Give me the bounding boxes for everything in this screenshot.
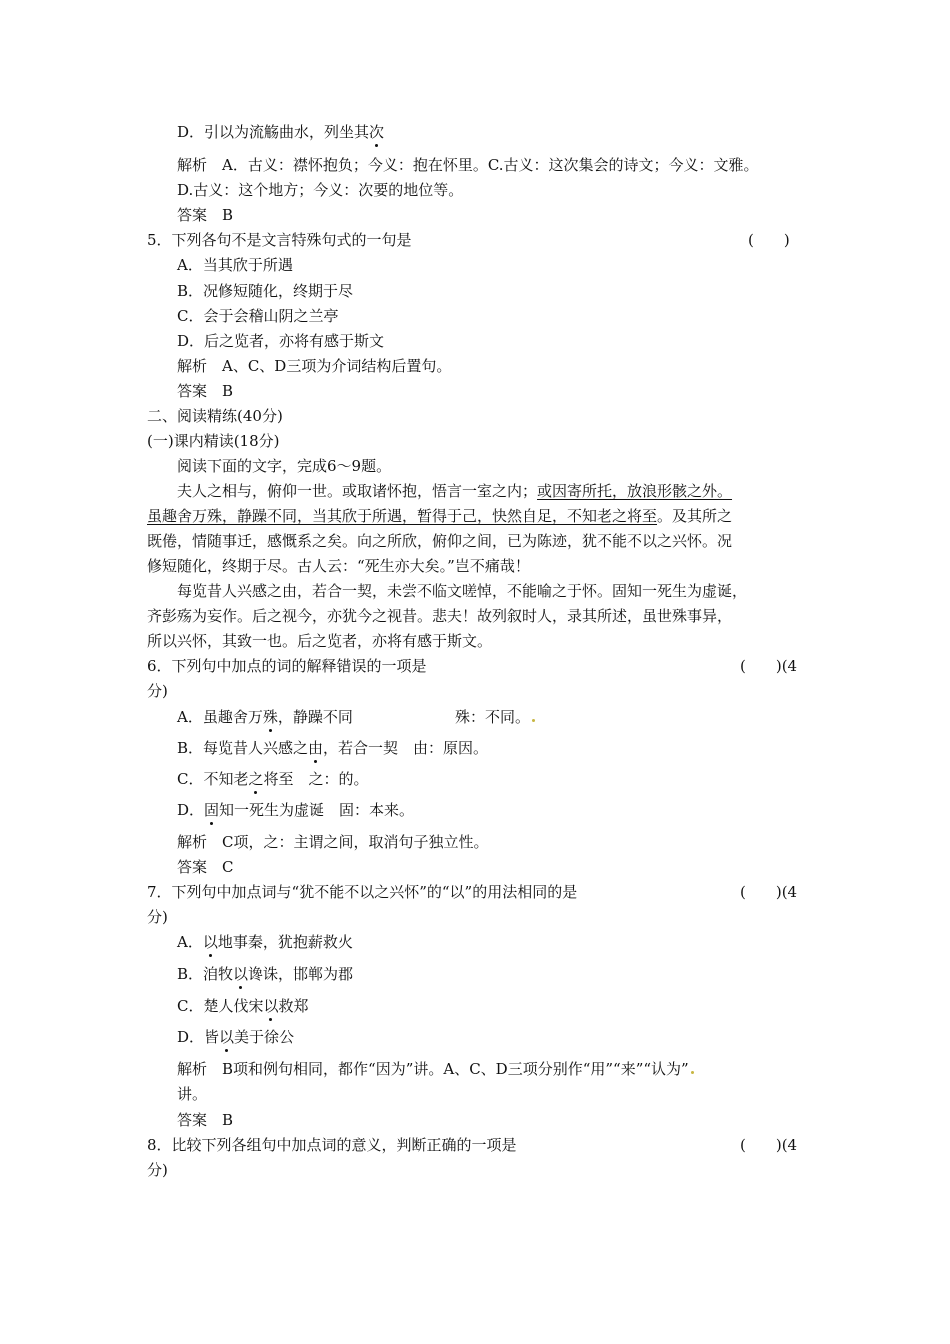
dotted-word: 之 [248,770,264,788]
reading-instruction: 阅读下面的文字，完成6～9题。 [177,457,392,475]
passage-line-2 [147,506,732,526]
question-5-option-c: C．会于会稽山阴之兰亭 [177,307,339,325]
question-7-analysis-line2: 讲。 [177,1085,208,1103]
dotted-word: 由 [308,739,324,757]
question-7-option-d [177,1027,294,1047]
question-7-stem-cont: 分) [147,908,168,926]
dotted-word: 以 [219,1028,235,1046]
option-text: 谗诛，邯郸为郡 [248,965,354,983]
option-text: A． [177,933,203,951]
option-text: 殊：不同。 [455,708,531,726]
option-text: D．皆 [177,1028,220,1046]
option-text: A．虽趣舍万 [177,708,263,726]
dotted-word: 以 [263,997,279,1015]
question-5-answer: 答案 B [177,382,234,400]
passage-line-5: 每览昔人兴感之由，若合一契，未尝不临文嗟悼，不能喻之于怀。固知一死生为虚诞， [177,582,748,600]
question-5-stem: 5．下列各句不是文言特殊句式的一句是 [147,231,412,249]
option-text: C．楚人伐宋 [177,997,264,1015]
passage-line-3: 既倦，情随事迁，感慨系之矣。向之所欣，俯仰之间，已为陈迹，犹不能不以之兴怀。况 [147,532,733,550]
question-6-analysis: 解析 C项，之：主谓之间，取消句子独立性。 [177,833,489,851]
passage-text: 。及其所之 [657,507,733,525]
question-6-option-d [177,800,414,820]
stray-mark [532,719,535,722]
passage-line-4: 修短随化，终期于尽。古人云：“死生亦大矣。”岂不痛哉！ [147,557,530,575]
dotted-word: 殊 [262,708,278,726]
option-text: B．每览昔人兴感之 [177,739,309,757]
question-7-option-c [177,996,309,1016]
dotted-word: 次 [369,123,385,141]
question-7-bracket: ( )(4 [740,883,798,901]
question-6-stem-cont: 分) [147,682,168,700]
analysis-text: 解析 B项和例句相同，都作“因为”讲。A、C、D三项分别作“用”“来”“认为” [177,1060,689,1078]
question-7-option-b [177,964,353,984]
option-text: C．不知老 [177,770,249,788]
question-8-stem: 8．比较下列各组句中加点词的意义，判断正确的一项是 [147,1136,517,1154]
question-7-option-a [177,932,353,952]
dotted-word: 以 [202,933,218,951]
question-6-option-a [177,707,353,727]
prev-option-d [177,122,384,142]
question-6-option-a-answer [455,707,535,727]
option-text: ，若合一契 由：原因。 [323,739,489,757]
underlined-text: 或因寄所托，放浪形骸之外。 [537,482,733,500]
option-text: 地事秦，犹抱薪救火 [217,933,353,951]
dotted-word: 固 [204,801,220,819]
question-6-stem: 6．下列句中加点的词的解释错误的一项是 [147,657,427,675]
option-text: ，静躁不同 [277,708,353,726]
question-5-bracket: ( ) [748,231,790,249]
prev-option-d-text: D．引以为流觞曲水，列坐其 [177,123,370,141]
option-text: B．洎牧 [177,965,234,983]
passage-line-1 [177,481,732,501]
option-text: 知一死生为虚诞 固：本来。 [219,801,415,819]
dotted-word: 以 [233,965,249,983]
prev-answer: 答案 B [177,206,234,224]
prev-analysis-line1: 解析 A．古义：襟怀抱负；今义：抱在怀里。C.古义：这次集会的诗文；今义：文雅。 [177,156,759,174]
question-7-stem: 7．下列句中加点词与“犹不能不以之兴怀”的“以”的用法相同的是 [147,883,578,901]
question-6-option-c [177,769,369,789]
stray-mark [691,1071,694,1074]
question-6-answer: 答案 C [177,858,234,876]
option-text: D． [177,801,205,819]
question-5-option-a: A．当其欣于所遇 [177,256,293,274]
section-title: 二、阅读精练(40分) [147,407,283,425]
question-6-option-b [177,738,488,758]
passage-line-7: 所以兴怀，其致一也。后之览者，亦将有感于斯文。 [147,632,493,650]
option-text: 美于徐公 [234,1028,295,1046]
passage-text: 夫人之相与，俯仰一世。或取诸怀抱，悟言一室之内； [177,482,538,500]
question-7-analysis-line1 [177,1059,694,1079]
question-8-bracket: ( )(4 [740,1136,798,1154]
question-5-option-b: B．况修短随化，终期于尽 [177,282,354,300]
question-7-answer: 答案 B [177,1111,234,1129]
option-text: 救郑 [278,997,309,1015]
option-text: 将至 之：的。 [263,770,369,788]
prev-analysis-line2: D.古义：这个地方；今义：次要的地位等。 [177,181,464,199]
question-8-stem-cont: 分) [147,1161,168,1179]
subsection-title: (一)课内精读(18分) [147,432,280,450]
question-5-option-d: D．后之览者，亦将有感于斯文 [177,332,385,350]
question-6-bracket: ( )(4 [740,657,798,675]
question-5-analysis: 解析 A、C、D三项为介词结构后置句。 [177,357,452,375]
passage-line-6: 齐彭殇为妄作。后之视今，亦犹今之视昔。悲夫！故列叙时人，录其所述，虽世殊事异， [147,607,733,625]
underlined-text: 虽趣舍万殊，静躁不同，当其欣于所遇，暂得于己，快然自足，不知老之将至 [147,507,658,525]
